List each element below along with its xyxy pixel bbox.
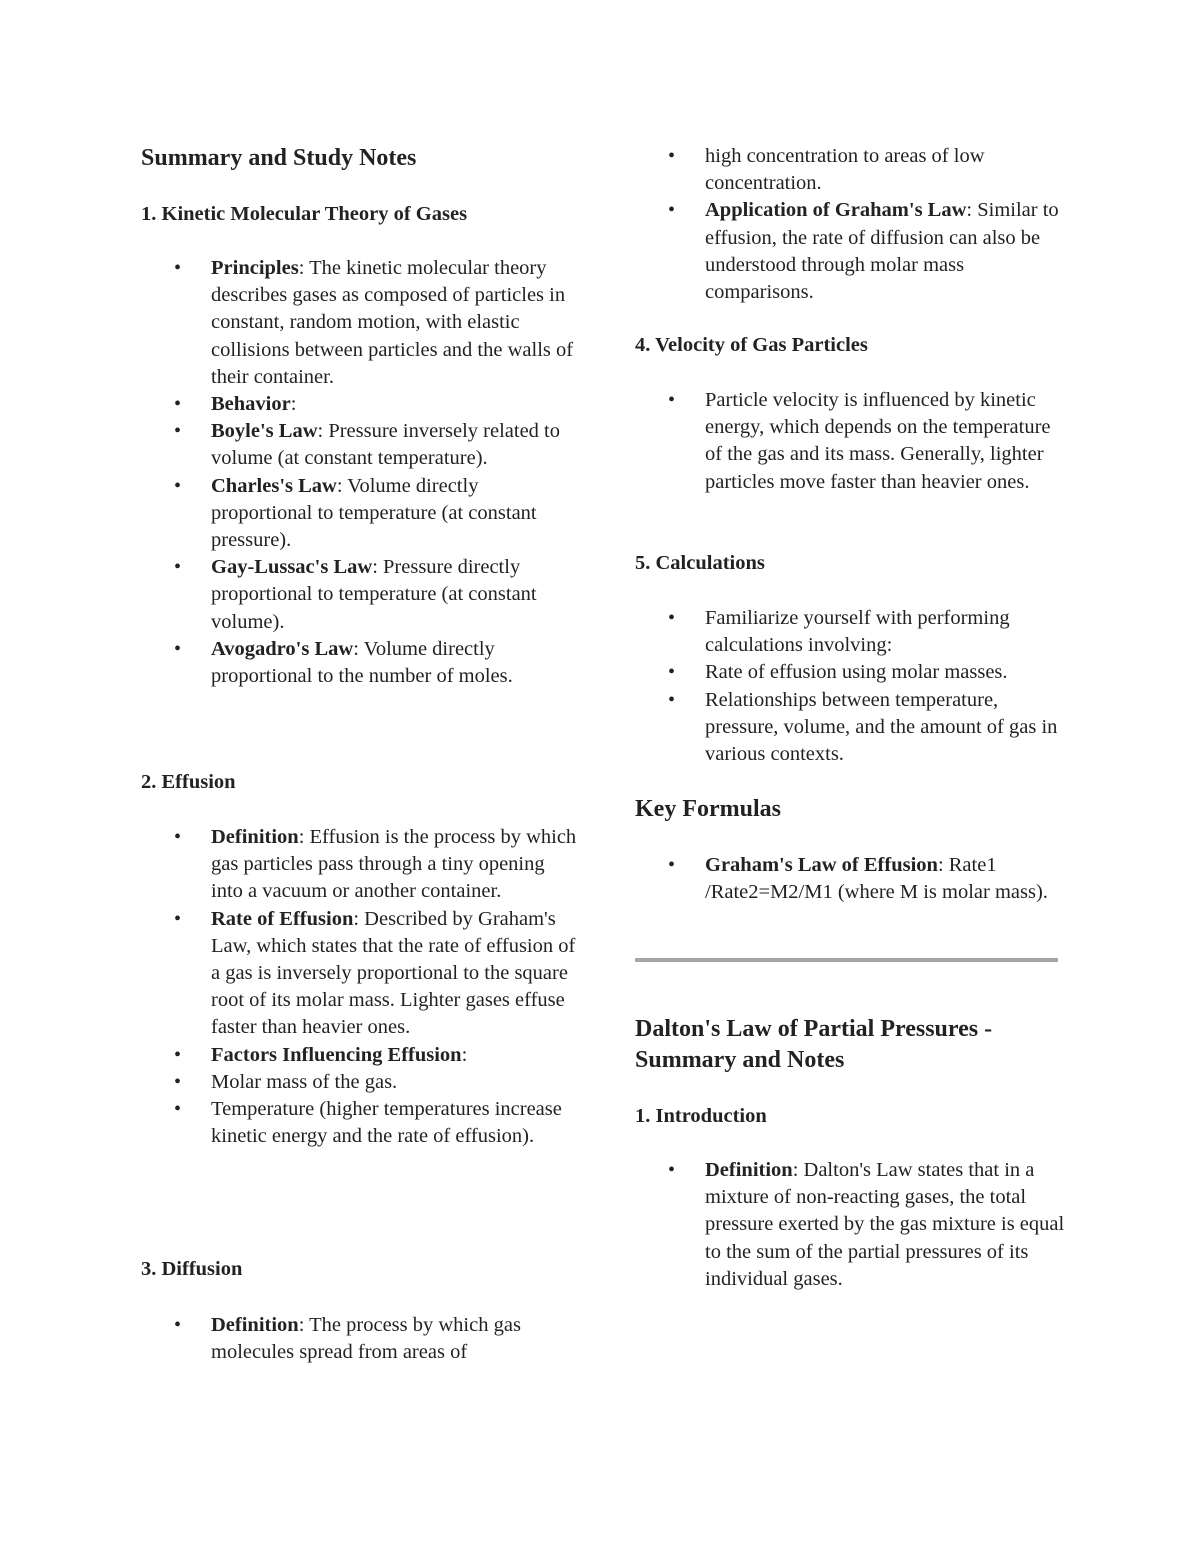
item-text: : Dalton's Law states that in a mixture of non-reacting gases, the total pressure exerted by the gas mixture is equal to the sum of the partial pressures of its individual gases. [705,1159,1065,1290]
item-text: : Pressure inversely related to volume (at constant temperature). [211,420,561,470]
list-item [141,1096,581,1150]
item-text: : Rate1 /Rate2=M2/M1 (where M is molar mass). [705,854,1048,904]
bullet-icon: • [668,688,676,711]
section-heading-velocity: 4. Velocity of Gas Particles [635,334,868,356]
list-item [141,391,581,418]
bullet-icon: • [174,826,182,848]
list-item [141,554,581,636]
item-text: : Described by Graham's Law, which states that the rate of effusion of a gas is inversely proportional to the square root of its molar mass. Lighter gases effuse faster than heavier ones. [211,907,576,1039]
term-label: Application of Graham's Law [705,199,967,222]
term-label: Rate of Effusion [211,907,354,930]
bullet-icon: • [668,854,676,876]
bullet-icon: • [174,1070,182,1093]
bullet-icon: • [174,393,182,416]
list-item [141,1042,581,1069]
bullet-icon: • [668,1159,676,1181]
item-text: : [290,393,297,416]
term-label: Behavior [211,393,291,416]
bullet-icon: • [174,907,182,930]
bullet-icon: • [174,420,182,443]
bullet-icon: • [174,1098,182,1121]
list-item [141,1312,581,1366]
list-item [635,605,1065,659]
item-text: Molar mass of the gas. [211,1070,398,1093]
item-text: : Volume directly proportional to temperature (at constant pressure). [211,474,537,552]
bullet-icon: • [668,389,676,411]
diffusion-continued-list [635,143,1065,306]
term-label: Avogadro's Law [211,637,354,660]
term-label: Factors Influencing Effusion [211,1043,462,1066]
list-item [635,387,1065,496]
term-label: Gay-Lussac's Law [211,556,373,579]
list-item [635,197,1065,306]
list-item [141,255,581,391]
item-text: Temperature (higher temperatures increase kinetic energy and the rate of effusion). [211,1098,562,1148]
term-label: Principles [211,257,299,279]
list-item [141,1069,581,1096]
item-text: : The kinetic molecular theory describes gases as composed of particles in constant, random motion, with elastic collisions between particles and the walls of their container. [211,257,574,388]
item-text: Relationships between temperature, pressure, volume, and the amount of gas in various contexts. [705,688,1058,766]
term-label: Charles's Law [211,474,337,497]
section-heading-effusion: 2. Effusion [141,771,236,793]
bullet-icon: • [174,1043,182,1066]
list-item [635,659,1065,686]
term-label: Graham's Law of Effusion [705,854,938,876]
key-formulas-list [635,852,1065,906]
section-heading-kinetic-theory: 1. Kinetic Molecular Theory of Gases [141,203,468,225]
item-text: : Similar to effusion, the rate of diffusion can also be understood through molar mass comparisons. [705,199,1059,304]
item-text: Particle velocity is influenced by kinetic energy, which depends on the temperature of the gas and its mass. Generally, lighter particles move faster than heavier ones. [705,389,1051,493]
list-item [635,1157,1065,1293]
item-text: : Pressure directly proportional to temperature (at constant volume). [211,556,537,633]
list-item [635,143,1065,197]
section-heading-calculations: 5. Calculations [635,552,765,574]
velocity-list [635,387,1065,496]
bullet-icon: • [174,637,182,660]
section-heading-diffusion: 3. Diffusion [141,1258,243,1280]
term-label: Definition [211,826,299,848]
list-item [635,687,1065,769]
section-heading-introduction: 1. Introduction [635,1105,767,1127]
term-label: Boyle's Law [211,420,318,443]
bullet-icon: • [668,145,676,167]
term-label: Definition [705,1159,793,1181]
effusion-list [141,824,581,1150]
document-title: Summary and Study Notes [141,145,417,171]
bullet-icon: • [174,1314,182,1336]
bullet-icon: • [668,607,676,629]
item-text: high concentration to areas of low concentration. [705,145,985,195]
calculations-list [635,605,1065,768]
bullet-icon: • [174,257,182,279]
bullet-icon: • [668,661,676,684]
kinetic-theory-list [141,255,581,690]
introduction-list [635,1157,1065,1293]
list-item [635,852,1065,906]
item-text: Rate of effusion using molar masses. [705,661,1008,684]
item-text: Familiarize yourself with performing calculations involving: [705,607,1010,657]
list-item [141,473,581,555]
list-item [141,418,581,472]
list-item [141,906,581,1042]
list-item [141,824,581,906]
item-text: : Effusion is the process by which gas particles pass through a tiny opening into a vacuum or another container. [211,826,577,903]
dalton-title: Dalton's Law of Partial Pressures - Summary and Notes [635,1016,993,1073]
list-item [141,636,581,690]
bullet-icon: • [174,474,182,497]
item-text: : [461,1043,468,1066]
term-label: Definition [211,1314,299,1336]
bullet-icon: • [174,556,182,579]
horizontal-rule [635,958,1058,962]
item-text: : Volume directly proportional to the number of moles. [211,637,513,688]
diffusion-list [141,1312,581,1366]
bullet-icon: • [668,199,676,222]
key-formulas-heading: Key Formulas [635,796,781,822]
item-text: : The process by which gas molecules spread from areas of [211,1314,521,1364]
